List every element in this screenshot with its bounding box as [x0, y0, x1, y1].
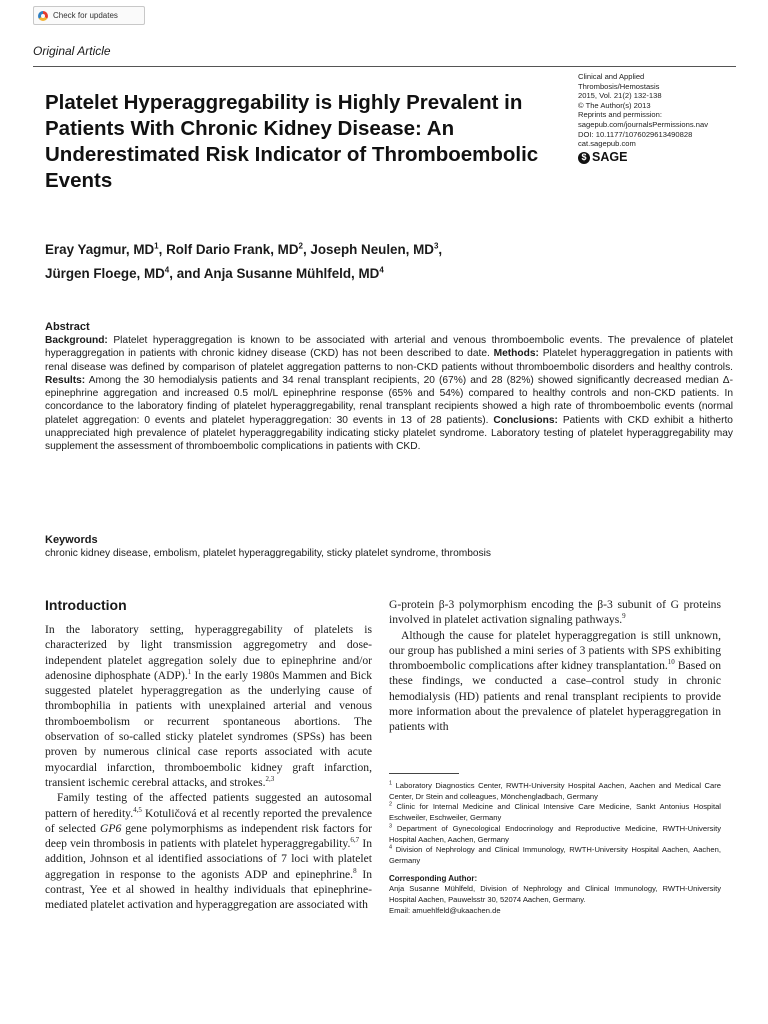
abstract — [45, 320, 733, 454]
body-column-right — [389, 597, 721, 735]
affiliations — [389, 781, 721, 916]
paragraph: G-protein β-3 polymorphism encoding the β-3 subunit of G proteins involved in platelet activation signaling pathways.$^9$ — [389, 598, 721, 627]
keywords-heading: Keywords — [45, 534, 98, 546]
check-for-updates-button[interactable] — [33, 6, 145, 25]
affiliation: $^1$ Laboratory Diagnostics Center, RWTH-University Hospital Aachen, Aachen and Medical Care Center, Dr Stein and colleagues, Mönchengladbach, Germany — [389, 780, 721, 801]
abstract-body: Background: Platelet hyperaggregation is known to be associated with arterial and venous thromboembolic events. The prevalence of platelet hyperaggregation in patients with chronic kidney disease (CKD) has not been described to date. Methods: Platelet hyperaggregation in patients with renal disease was defined by comparison of platelet aggregation patterns to non-CKD patients without thromboembolic disorders and healthy controls. Results: Among the 30 hemodialysis patients and 34 renal transplant recipients, 20 (67%) and 28 (82%) showed significantly decreased median Δ-epinephrine aggregation and increased 0.5 mol/L epinephrine response (65% and 54%) compared to healthy controls and non-CKD patients. In concordance to the laboratory finding of platelet hyperaggregability, renal transplant recipients showed a high rate of thromboembolic events (normal platelet aggregation: 0 events and platelet hyperaggregation: 30 events in 13 of 28 patients). Conclusions: Patients with CKD exhibit a hitherto unappreciated high prevalence of platelet hyperaggregability indicating sticky platelet syndrome. Laboratory testing of platelet hyperaggregability may supplement the assessment of thromboembolic complications in patients with CKD. — [45, 335, 733, 453]
author: Joseph Neulen, $MD^3$, — [310, 242, 443, 258]
paragraph: Family testing of the affected patients suggested an autosomal pattern of heredity.$^{4,5}$ Kotuličová et al recently reported the prevalence of selected GP6 gene polymorphisms as independent risk factors for deep vein thrombosis in patients with platelet hyperaggregability.$^{6,7}$ In addition, Johnson et al identified associations of 7 loci with platelet aggregation in response to the agonists ADP and epinephrine.$^8$ In contrast, Yee et al showed in healthy individuals that epinephrine-mediated platelet activation and hyperaggregation are associated with — [45, 791, 372, 912]
doi-link[interactable]: DOI: 10.1177/1076029613490828 — [578, 129, 693, 139]
header-divider — [33, 66, 736, 67]
check-for-updates-label: Check for updates — [53, 11, 118, 20]
paragraph: In the laboratory setting, hyperaggregability of platelets is characterized by light transmission aggregometry and dose-independent platelet aggregation solely due to epinephrine and/or adenosine diphosphate (ADP).$^1$ In the early 1980s Mammen and Bick suggested platelet hyperaggregation as the underlying cause of thrombophilia in patients with unexplained arterial and venous thromboembolism or recurrent spontaneous abortions. The observation of so-called sticky platelet syndromes (SPSs) has been proven by numerous clinical case reports associated with acute myocardial infarction, thromboembolic kidney graft infarction, transient ischemic cerebral attacks, and strokes.$^{2,3}$ — [45, 623, 372, 789]
abstract-heading: Abstract — [45, 321, 90, 333]
sage-logo-icon: $ — [578, 152, 590, 164]
corresponding-author — [389, 874, 721, 917]
crossmark-icon — [38, 11, 48, 21]
journal-info — [578, 72, 758, 164]
author: Rolf Dario Frank, $MD^2$, — [166, 242, 311, 258]
author: Eray Yagmur, $MD^1$, — [45, 242, 167, 258]
corresponding-address: Anja Susanne Mühlfeld, Division of Nephrology and Clinical Immunology, RWTH-University Hospital Aachen, Pauwelsstr 30, 52074 Aachen, Germany. — [389, 884, 721, 905]
reprints-link[interactable]: sagepub.com/journalsPermissions.nav — [578, 119, 709, 129]
author: Anja Susanne Mühlfeld, $MD^4$ — [203, 265, 384, 281]
footnote-divider — [389, 773, 459, 774]
article-title: Platelet Hyperaggregability is Highly Prevalent in Patients With Chronic Kidney Disease: An Underestimated Risk Indicator of Thromboembolic Events — [45, 91, 539, 192]
author: Jürgen Floege, $MD^4$, and — [45, 265, 204, 281]
journal-site-link[interactable]: cat.sagepub.com — [578, 139, 636, 149]
body-column-left — [45, 622, 372, 913]
corresponding-email[interactable]: Email: amuehlfeld@ukaachen.de — [389, 905, 501, 915]
publisher-name: SAGE — [592, 149, 628, 164]
sage-logo — [578, 149, 758, 164]
journal-copyright: © The Author(s) 2013 — [578, 100, 651, 110]
paragraph: Although the cause for platelet hyperaggregation is still unknown, our group has published a mini series of 3 patients with SPS exhibiting thromboembolic complications after kidney transplantation.$^{10}$ Based on these findings, we conducted a case–control study in chronic hemodialysis (HD) patients and renal transplant recipients to provide more information about the prevalence of platelet hyperaggregation in patients with — [389, 628, 721, 734]
article-type: Original Article — [33, 44, 111, 58]
journal-citation: 2015, Vol. 21(2) 132-138 — [578, 91, 662, 101]
keywords — [45, 533, 733, 560]
journal-name-line2: Thrombosis/Hemostasis — [578, 81, 660, 91]
affiliation: $^4$ Division of Nephrology and Clinical Immunology, RWTH-University Hospital Aachen, Aachen, Germany — [389, 844, 721, 865]
reprints-label: Reprints and permission: — [578, 110, 662, 120]
journal-name-line1: Clinical and Applied — [578, 72, 645, 81]
affiliation: $^3$ Department of Gynecological Endocrinology and Reproductive Medicine, RWTH-University Hospital Aachen, Aachen, Germany — [389, 823, 721, 844]
corresponding-heading: Corresponding Author: — [389, 873, 478, 883]
author-list — [45, 237, 605, 284]
keywords-list: chronic kidney disease, embolism, platelet hyperaggregability, sticky platelet syndrome, thrombosis — [45, 548, 492, 559]
introduction-heading: Introduction — [45, 597, 127, 613]
affiliation: $^2$ Clinic for Internal Medicine and Clinical Intensive Care Medicine, Sankt Antonius Hospital Eschweiler, Eschweiler, Germany — [389, 801, 721, 823]
